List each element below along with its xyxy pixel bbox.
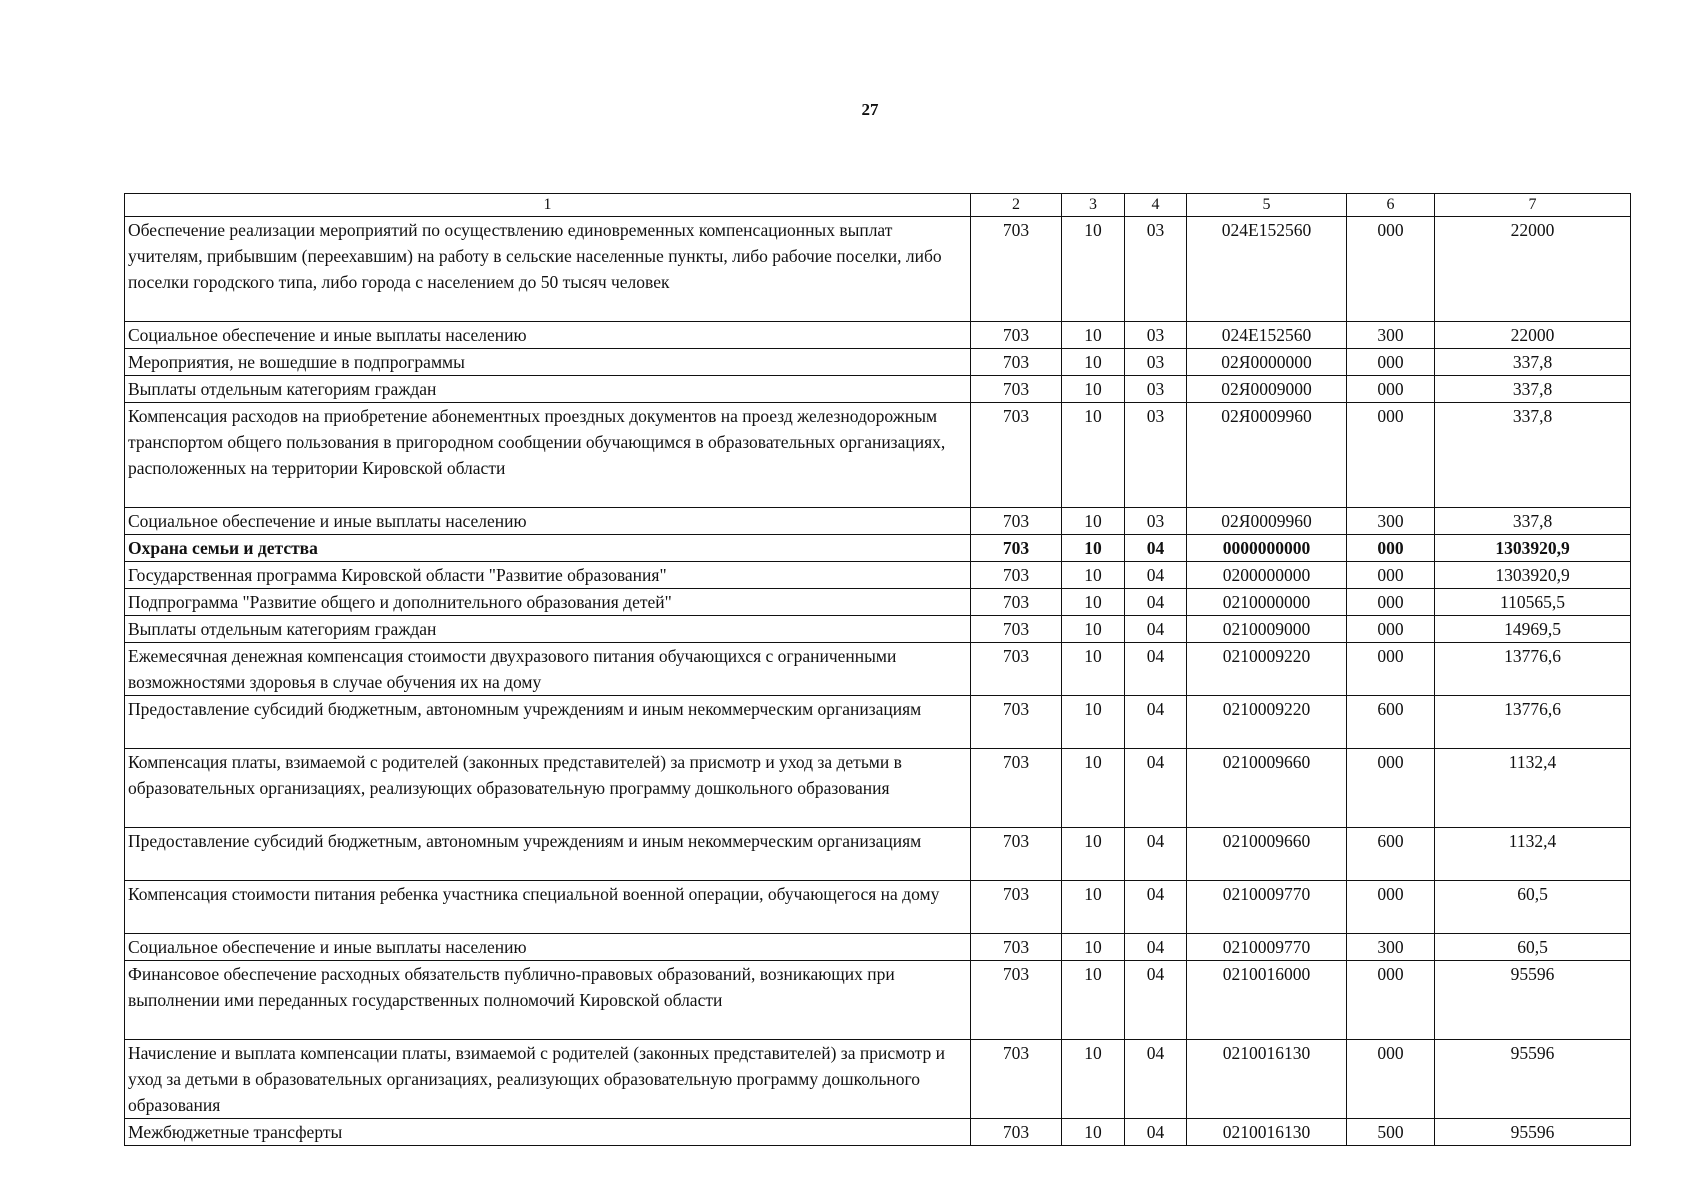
column-header: 5 (1187, 194, 1347, 217)
subdivision-code-cell: 04 (1125, 616, 1187, 643)
target-article-cell: 0210009220 (1187, 696, 1347, 749)
section-code-cell: 703 (971, 616, 1062, 643)
row-name-cell: Социальное обеспечение и иные выплаты населению (125, 934, 971, 961)
section-code-cell: 703 (971, 1040, 1062, 1119)
table-row (125, 217, 1631, 322)
amount-cell: 337,8 (1435, 508, 1631, 535)
column-header: 2 (971, 194, 1062, 217)
table-row (125, 322, 1631, 349)
section-code-cell: 703 (971, 749, 1062, 828)
amount-cell: 110565,5 (1435, 589, 1631, 616)
table-row (125, 749, 1631, 828)
expense-type-cell: 300 (1347, 322, 1435, 349)
expense-type-cell: 000 (1347, 589, 1435, 616)
amount-cell: 337,8 (1435, 376, 1631, 403)
division-code-cell: 10 (1062, 508, 1125, 535)
expense-type-cell: 000 (1347, 562, 1435, 589)
subdivision-code-cell: 03 (1125, 349, 1187, 376)
row-name-cell: Начисление и выплата компенсации платы, взимаемой с родителей (законных представителей) за присмотр и уход за детьми в образовательных организациях, реализующих образовательную программу дошкольного образования (125, 1040, 971, 1119)
row-name-cell: Ежемесячная денежная компенсация стоимости двухразового питания обучающихся с ограниченными возможностями здоровья в случае обучения их на дому (125, 643, 971, 696)
section-code-cell: 703 (971, 508, 1062, 535)
subdivision-code-cell: 03 (1125, 403, 1187, 508)
table-row (125, 1119, 1631, 1146)
amount-cell: 60,5 (1435, 934, 1631, 961)
expense-type-cell: 600 (1347, 696, 1435, 749)
expense-type-cell: 300 (1347, 934, 1435, 961)
subdivision-code-cell: 04 (1125, 828, 1187, 881)
column-header: 7 (1435, 194, 1631, 217)
section-code-cell: 703 (971, 934, 1062, 961)
amount-cell: 1132,4 (1435, 828, 1631, 881)
row-name-cell: Межбюджетные трансферты (125, 1119, 971, 1146)
target-article-cell: 0000000000 (1187, 535, 1347, 562)
budget-table (124, 193, 1631, 1146)
row-name-cell: Подпрограмма "Развитие общего и дополнительного образования детей" (125, 589, 971, 616)
row-name-cell: Государственная программа Кировской области "Развитие образования" (125, 562, 971, 589)
target-article-cell: 024Е152560 (1187, 217, 1347, 322)
row-name-cell: Обеспечение реализации мероприятий по осуществлению единовременных компенсационных выплат учителям, прибывшим (переехавшим) на работу в сельские населенные пункты, либо рабочие поселки, либо поселки городского типа, либо города с населением до 50 тысяч человек (125, 217, 971, 322)
amount-cell: 13776,6 (1435, 643, 1631, 696)
expense-type-cell: 000 (1347, 403, 1435, 508)
division-code-cell: 10 (1062, 749, 1125, 828)
row-name-cell: Компенсация расходов на приобретение абонементных проездных документов на проезд железнодорожным транспортом общего пользования в пригородном сообщении обучающимся в образовательных организациях, расположенных на территории Кировской области (125, 403, 971, 508)
table-row (125, 828, 1631, 881)
row-name-cell: Предоставление субсидий бюджетным, автономным учреждениям и иным некоммерческим организациям (125, 696, 971, 749)
section-code-cell: 703 (971, 961, 1062, 1040)
target-article-cell: 0210016130 (1187, 1119, 1347, 1146)
division-code-cell: 10 (1062, 376, 1125, 403)
amount-cell: 14969,5 (1435, 616, 1631, 643)
row-name-cell: Социальное обеспечение и иные выплаты населению (125, 322, 971, 349)
division-code-cell: 10 (1062, 349, 1125, 376)
table-row (125, 349, 1631, 376)
amount-cell: 13776,6 (1435, 696, 1631, 749)
row-name-cell: Выплаты отдельным категориям граждан (125, 616, 971, 643)
target-article-cell: 0210009660 (1187, 828, 1347, 881)
subdivision-code-cell: 04 (1125, 1119, 1187, 1146)
column-header: 6 (1347, 194, 1435, 217)
target-article-cell: 0210009000 (1187, 616, 1347, 643)
amount-cell: 337,8 (1435, 403, 1631, 508)
table-row (125, 616, 1631, 643)
table-row (125, 643, 1631, 696)
section-code-cell: 703 (971, 217, 1062, 322)
section-code-cell: 703 (971, 322, 1062, 349)
target-article-cell: 0200000000 (1187, 562, 1347, 589)
table-row (125, 589, 1631, 616)
division-code-cell: 10 (1062, 643, 1125, 696)
amount-cell: 337,8 (1435, 349, 1631, 376)
expense-type-cell: 000 (1347, 376, 1435, 403)
column-header: 3 (1062, 194, 1125, 217)
target-article-cell: 024Е152560 (1187, 322, 1347, 349)
table-row (125, 508, 1631, 535)
section-code-cell: 703 (971, 589, 1062, 616)
division-code-cell: 10 (1062, 322, 1125, 349)
division-code-cell: 10 (1062, 961, 1125, 1040)
target-article-cell: 0210009770 (1187, 934, 1347, 961)
expense-type-cell: 500 (1347, 1119, 1435, 1146)
section-code-cell: 703 (971, 403, 1062, 508)
division-code-cell: 10 (1062, 616, 1125, 643)
subdivision-code-cell: 04 (1125, 961, 1187, 1040)
row-name-cell: Выплаты отдельным категориям граждан (125, 376, 971, 403)
column-header: 1 (125, 194, 971, 217)
subdivision-code-cell: 04 (1125, 535, 1187, 562)
section-code-cell: 703 (971, 376, 1062, 403)
subdivision-code-cell: 04 (1125, 934, 1187, 961)
table-body (125, 217, 1631, 1146)
page-number: 27 (861, 100, 879, 119)
division-code-cell: 10 (1062, 696, 1125, 749)
target-article-cell: 02Я0009960 (1187, 508, 1347, 535)
division-code-cell: 10 (1062, 881, 1125, 934)
amount-cell: 60,5 (1435, 881, 1631, 934)
division-code-cell: 10 (1062, 934, 1125, 961)
amount-cell: 95596 (1435, 1040, 1631, 1119)
section-code-cell: 703 (971, 535, 1062, 562)
section-code-cell: 703 (971, 562, 1062, 589)
table-row (125, 1040, 1631, 1119)
subdivision-code-cell: 03 (1125, 508, 1187, 535)
table-row (125, 696, 1631, 749)
expense-type-cell: 300 (1347, 508, 1435, 535)
row-name-cell: Финансовое обеспечение расходных обязательств публично-правовых образований, возникающих при выполнении ими переданных государственных полномочий Кировской области (125, 961, 971, 1040)
division-code-cell: 10 (1062, 217, 1125, 322)
table-row (125, 562, 1631, 589)
row-name-cell: Компенсация стоимости питания ребенка участника специальной военной операции, обучающегося на дому (125, 881, 971, 934)
target-article-cell: 02Я0009960 (1187, 403, 1347, 508)
table-row (125, 535, 1631, 562)
division-code-cell: 10 (1062, 589, 1125, 616)
table-header-row (125, 194, 1631, 217)
subdivision-code-cell: 04 (1125, 562, 1187, 589)
subdivision-code-cell: 03 (1125, 322, 1187, 349)
subdivision-code-cell: 03 (1125, 217, 1187, 322)
amount-cell: 1303920,9 (1435, 562, 1631, 589)
expense-type-cell: 000 (1347, 643, 1435, 696)
target-article-cell: 0210016130 (1187, 1040, 1347, 1119)
section-code-cell: 703 (971, 828, 1062, 881)
expense-type-cell: 000 (1347, 217, 1435, 322)
section-code-cell: 703 (971, 643, 1062, 696)
target-article-cell: 0210016000 (1187, 961, 1347, 1040)
division-code-cell: 10 (1062, 403, 1125, 508)
amount-cell: 1303920,9 (1435, 535, 1631, 562)
expense-type-cell: 000 (1347, 535, 1435, 562)
amount-cell: 1132,4 (1435, 749, 1631, 828)
expense-type-cell: 000 (1347, 616, 1435, 643)
amount-cell: 95596 (1435, 1119, 1631, 1146)
division-code-cell: 10 (1062, 828, 1125, 881)
division-code-cell: 10 (1062, 1119, 1125, 1146)
row-name-cell: Мероприятия, не вошедшие в подпрограммы (125, 349, 971, 376)
target-article-cell: 0210009660 (1187, 749, 1347, 828)
subdivision-code-cell: 04 (1125, 881, 1187, 934)
expense-type-cell: 000 (1347, 349, 1435, 376)
subdivision-code-cell: 04 (1125, 1040, 1187, 1119)
amount-cell: 22000 (1435, 217, 1631, 322)
target-article-cell: 02Я0000000 (1187, 349, 1347, 376)
subdivision-code-cell: 03 (1125, 376, 1187, 403)
expense-type-cell: 600 (1347, 828, 1435, 881)
subdivision-code-cell: 04 (1125, 589, 1187, 616)
section-code-cell: 703 (971, 881, 1062, 934)
target-article-cell: 0210000000 (1187, 589, 1347, 616)
target-article-cell: 0210009220 (1187, 643, 1347, 696)
division-code-cell: 10 (1062, 562, 1125, 589)
section-code-cell: 703 (971, 696, 1062, 749)
target-article-cell: 02Я0009000 (1187, 376, 1347, 403)
table-row (125, 934, 1631, 961)
row-name-cell: Охрана семьи и детства (125, 535, 971, 562)
section-code-cell: 703 (971, 349, 1062, 376)
table-row (125, 376, 1631, 403)
expense-type-cell: 000 (1347, 749, 1435, 828)
subdivision-code-cell: 04 (1125, 643, 1187, 696)
section-code-cell: 703 (971, 1119, 1062, 1146)
subdivision-code-cell: 04 (1125, 749, 1187, 828)
expense-type-cell: 000 (1347, 881, 1435, 934)
column-header: 4 (1125, 194, 1187, 217)
row-name-cell: Предоставление субсидий бюджетным, автономным учреждениям и иным некоммерческим организациям (125, 828, 971, 881)
expense-type-cell: 000 (1347, 961, 1435, 1040)
division-code-cell: 10 (1062, 1040, 1125, 1119)
amount-cell: 95596 (1435, 961, 1631, 1040)
expense-type-cell: 000 (1347, 1040, 1435, 1119)
row-name-cell: Социальное обеспечение и иные выплаты населению (125, 508, 971, 535)
table-row (125, 961, 1631, 1040)
subdivision-code-cell: 04 (1125, 696, 1187, 749)
division-code-cell: 10 (1062, 535, 1125, 562)
row-name-cell: Компенсация платы, взимаемой с родителей (законных представителей) за присмотр и уход за детьми в образовательных организациях, реализующих образовательную программу дошкольного образования (125, 749, 971, 828)
target-article-cell: 0210009770 (1187, 881, 1347, 934)
amount-cell: 22000 (1435, 322, 1631, 349)
table-row (125, 881, 1631, 934)
table-row (125, 403, 1631, 508)
